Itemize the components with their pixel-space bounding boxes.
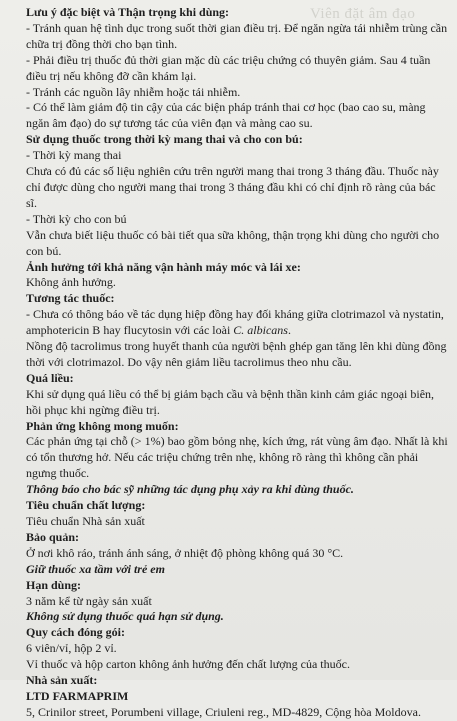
shelf-life-heading: Hạn dùng:: [26, 577, 82, 592]
driving-text: Không ảnh hưởng.: [26, 275, 116, 290]
adverse-notice: Thông báo cho bác sỹ những tác dụng phụ xảy ra khi dùng thuốc.: [26, 482, 354, 497]
overdose-heading: Quá liều:: [26, 370, 74, 385]
pregnancy-heading: Sử dụng thuốc trong thời kỳ mang thai và cho con bú:: [26, 132, 303, 147]
packaging-text-2: Vỉ thuốc và hộp carton không ảnh hưởng đến chất lượng của thuốc.: [26, 657, 350, 672]
warning-item: - Có thể làm giảm độ tin cậy của các biện pháp tránh thai cơ học (bao cao su, màng ngăn âm đạo) do sự tương tác của viên đạn và màng cao su.: [26, 100, 426, 131]
quality-heading: Tiêu chuẩn chất lượng:: [26, 498, 146, 513]
interactions-text-1-start: - Chưa có thông báo về tác dụng hiệp đồng hay đối kháng giữa clotrimazol và nystatin, amphotericin B hay flucytosin với các loài: [26, 307, 444, 338]
packaging-text-1: 6 viên/vỉ, hộp 2 vỉ.: [26, 641, 117, 656]
warning-item: - Phải điều trị thuốc đủ thời gian mặc dù các triệu chứng có thuyên giảm. Sau 4 tuần điều trị nếu không đỡ cần khám lại.: [26, 52, 431, 83]
warning-item: - Tránh quan hệ tình dục trong suốt thời gian điều trị. Để ngăn ngừa tái nhiễm trùng cần chữa trị đồng thời cho bạn tình.: [26, 20, 448, 51]
overdose-text: Khi sử dụng quá liều có thể bị giảm bạch cầu và bệnh thần kinh cảm giác ngoại biên, hồi phục khi ngừng điều trị.: [26, 386, 435, 417]
interactions-text-1: [26, 307, 448, 339]
storage-text: Ở nơi khô ráo, tránh ánh sáng, ở nhiệt độ phòng không quá 30 °C.: [26, 545, 344, 560]
driving-heading: Ảnh hưởng tới khả năng vận hành máy móc và lái xe:: [26, 259, 301, 274]
warnings-heading: Lưu ý đặc biệt và Thận trọng khi dùng:: [26, 5, 230, 19]
manufacturer-name: LTD FARMAPRIM: [26, 688, 129, 703]
storage-heading: Bảo quản:: [26, 529, 80, 544]
interactions-text-1-end: .: [287, 323, 291, 338]
shelf-life-notice: Không sử dụng thuốc quá hạn sử dụng.: [26, 609, 224, 624]
lactation-label: - Thời kỳ cho con bú: [26, 211, 127, 226]
quality-text: Tiêu chuẩn Nhà sản xuất: [26, 514, 145, 528]
adverse-heading: Phản ứng không mong muốn:: [26, 418, 179, 433]
leaflet-content: [26, 5, 448, 721]
storage-notice: Giữ thuốc xa tầm với trẻ em: [26, 561, 165, 576]
show-through-text: Viên đặt âm đạo: [310, 6, 416, 22]
manufacturer-address: 5, Crinilor street, Porumbeni village, Criuleni reg., MD-4829, Cộng hòa Moldova.: [26, 704, 421, 719]
interactions-text-2: Nồng độ tacrolimus trong huyết thanh của người bệnh ghép gan tăng lên khi dùng đồng thời với clotrimazol. Do vậy nên giảm liều tacrolimus theo nhu cầu.: [26, 339, 447, 369]
shelf-life-text: 3 năm kể từ ngày sản xuất: [26, 593, 152, 608]
adverse-text: Các phản ứng tại chỗ (> 1%) bao gồm bỏng nhẹ, kích ứng, rát vùng âm đạo. Nhất là khi có tổn thương hở. Nếu các triệu chứng trên nhẹ, không rõ ràng thì không cần phải ngưng thuốc.: [26, 434, 448, 481]
pregnancy-label: - Thời kỳ mang thai: [26, 148, 122, 163]
packaging-heading: Quy cách đóng gói:: [26, 625, 126, 640]
pregnancy-text: Chưa có đủ các số liệu nghiên cứu trên người mang thai trong 3 tháng đầu. Thuốc này chỉ được dùng cho người mang thai trong 3 tháng đầu khi có chỉ định rõ ràng của bác sĩ.: [26, 164, 439, 210]
lactation-text: Vẫn chưa biết liệu thuốc có bài tiết qua sữa không, thận trọng khi dùng cho người cho con bú.: [26, 227, 440, 258]
manufacturer-heading: Nhà sản xuất:: [26, 673, 98, 688]
warning-item: - Tránh các nguồn lây nhiễm hoặc tái nhiễm.: [26, 84, 241, 99]
interactions-heading: Tương tác thuốc:: [26, 291, 115, 306]
species-name: C. albicans: [233, 323, 288, 338]
